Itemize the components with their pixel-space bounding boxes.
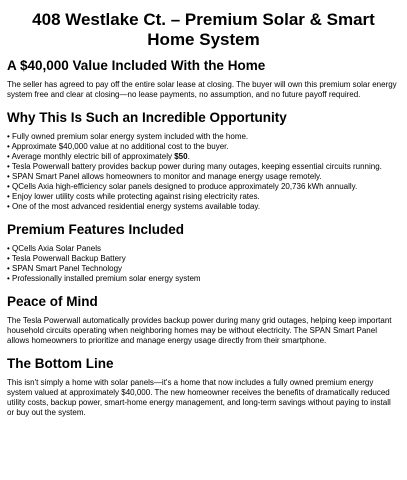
list-item-text: SPAN Smart Panel allows homeowners to monitor and manage energy usage remotely. — [12, 172, 322, 181]
bullet-glyph: • — [7, 254, 10, 263]
bullet-glyph: • — [7, 244, 10, 253]
list-item — [7, 244, 400, 254]
heading-peace-of-mind: Peace of Mind — [7, 294, 98, 309]
list-item — [7, 132, 400, 142]
paragraph-peace-of-mind: The Tesla Powerwall automatically provides backup power during many grid outages, helping keep important household circuits operating when neighboring homes may be without electricity. The SPAN Smart Panel allows homeowners to prioritize and manage energy usage directly from their smartphone. — [7, 316, 392, 345]
paragraph-value: The seller has agreed to pay off the entire solar lease at closing. The buyer will own this premium solar energy system free and clear at closing—no lease payments, no assumption, and no future payoff required. — [7, 80, 397, 99]
bullet-glyph: • — [7, 132, 10, 141]
heading-bottom-line: The Bottom Line — [7, 356, 114, 371]
bullet-glyph: • — [7, 192, 10, 201]
list-item — [7, 202, 400, 212]
list-item — [7, 274, 400, 284]
document-title: 408 Westlake Ct. – Premium Solar & Smart Home System — [32, 10, 375, 49]
list-item-text: Enjoy lower utility costs while protecting against rising electricity rates. — [12, 192, 260, 201]
list-item — [7, 162, 400, 172]
bullet-glyph: • — [7, 202, 10, 211]
list-item — [7, 192, 400, 202]
list-item-text: Approximate $40,000 value at no additional cost to the buyer. — [11, 142, 229, 151]
list-item-text: QCells Axia high-efficiency solar panels designed to produce approximately 20,736 kWh annually. — [12, 182, 358, 191]
list-item — [7, 142, 400, 152]
bullet-glyph: • — [7, 162, 10, 171]
list-item-text: Tesla Powerwall Backup Battery — [11, 254, 126, 263]
list-item — [7, 254, 400, 264]
list-item: • Average monthly electric bill of approximately $50. — [7, 152, 190, 161]
list-item — [7, 172, 400, 182]
list-item-text: Average monthly electric bill of approximately — [11, 152, 172, 161]
list-item-text: Fully owned premium solar energy system included with the home. — [12, 132, 249, 141]
bullet-glyph: • — [7, 142, 10, 151]
list-item-text: One of the most advanced residential energy systems available today. — [12, 202, 261, 211]
list-item-text: QCells Axia Solar Panels — [12, 244, 101, 253]
list-item — [7, 182, 400, 192]
list-item — [7, 264, 400, 274]
bullet-glyph: • — [7, 172, 10, 181]
bullet-glyph: • — [7, 182, 10, 191]
paragraph-bottom-line: This isn't simply a home with solar panels—it's a home that now includes a fully owned premium energy system valued at approximately $40,000. The new homeowner receives the benefits of dramatically reduced utility costs, backup power, smart-home energy management, and long-term savings without paying to install or buy out the system. — [7, 378, 391, 417]
heading-features: Premium Features Included — [7, 222, 185, 237]
bullet-glyph: • — [7, 274, 10, 283]
list-item-text: Tesla Powerwall battery provides backup power during many outages, keeping essential circuits running. — [11, 162, 382, 171]
bullet-glyph: • — [7, 152, 10, 161]
features-list — [7, 244, 400, 284]
list-item-text: SPAN Smart Panel Technology — [12, 264, 123, 273]
bill-amount: $50 — [174, 152, 188, 161]
opportunity-list — [7, 132, 400, 212]
heading-value: A $40,000 Value Included With the Home — [7, 58, 266, 73]
heading-opportunity: Why This Is Such an Incredible Opportunity — [7, 110, 287, 125]
list-item-text: Professionally installed premium solar energy system — [12, 274, 201, 283]
bullet-glyph: • — [7, 264, 10, 273]
